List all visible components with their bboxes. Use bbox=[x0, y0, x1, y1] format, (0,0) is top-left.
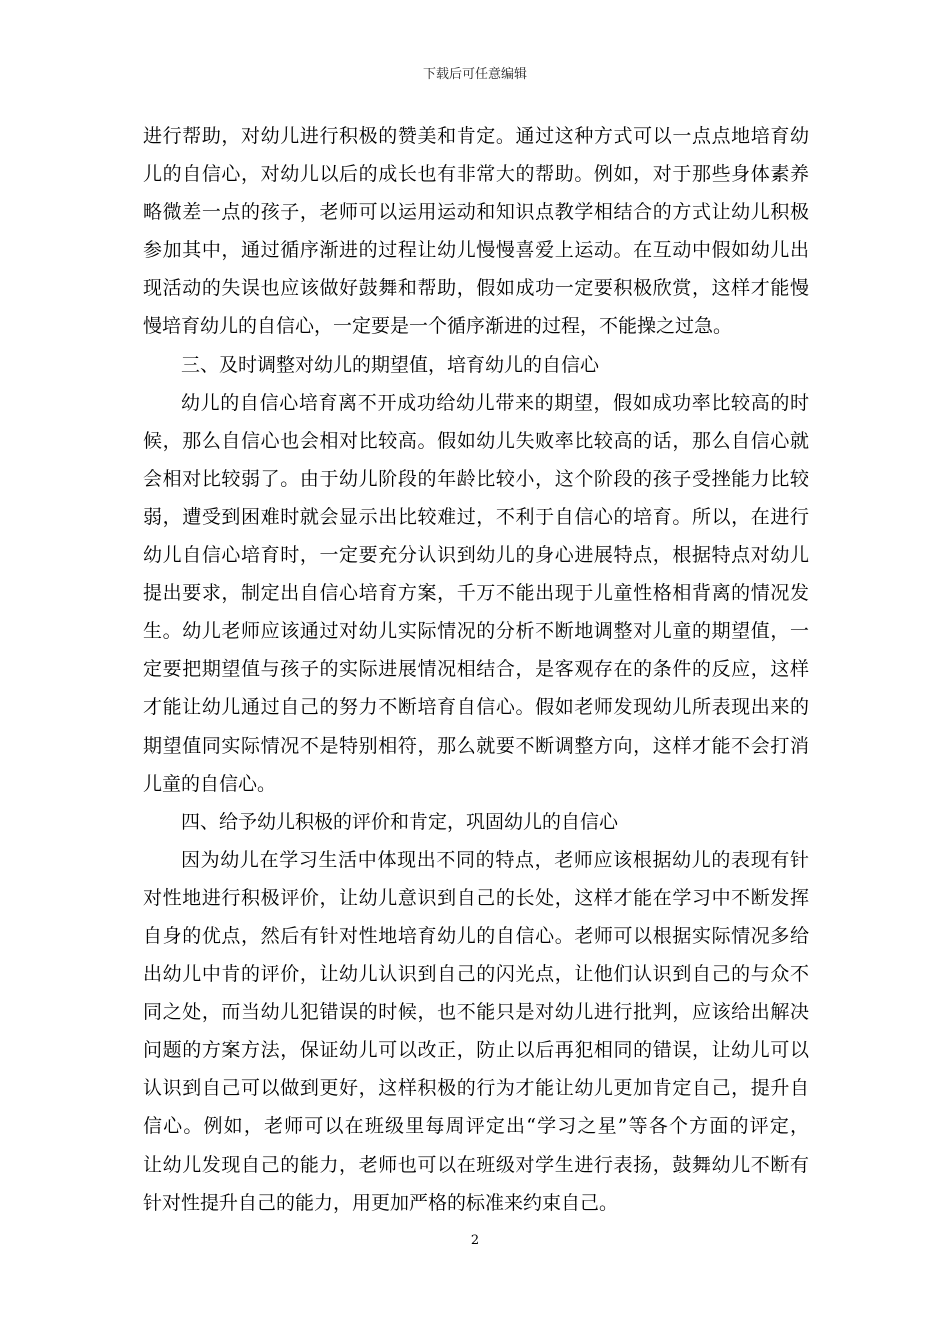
text-line: 出幼儿中肯的评价，让幼儿认识到自己的闪光点，让他们认识到自己的与众不 bbox=[143, 963, 809, 986]
text-line: 期望值同实际情况不是特别相符，那么就要不断调整方向，这样才能不会打消 bbox=[143, 734, 809, 757]
text-line: 对性地进行积极评价，让幼儿意识到自己的长处，这样才能在学习中不断发挥 bbox=[143, 886, 809, 909]
text-line: 因为幼儿在学习生活中体现出不同的特点，老师应该根据幼儿的表现有针 bbox=[181, 848, 809, 871]
text-line: 幼儿自信心培育时，一定要充分认识到幼儿的身心进展特点，根据特点对幼儿 bbox=[143, 544, 809, 567]
text-line: 针对性提升自己的能力，用更加严格的标准来约束自己。 bbox=[143, 1191, 619, 1214]
text-line: 才能让幼儿通过自己的努力不断培育自信心。假如老师发现幼儿所表现出来的 bbox=[143, 696, 809, 719]
text-line: 弱，遭受到困难时就会显示出比较难过，不利于自信心的培育。所以，在进行 bbox=[143, 505, 809, 528]
text-line: 同之处，而当幼儿犯错误的时候，也不能只是对幼儿进行批判，应该给出解决 bbox=[143, 1001, 809, 1024]
text-line: 信心。例如，老师可以在班级里每周评定出“学习之星”等各个方面的评定， bbox=[143, 1115, 809, 1138]
text-line: 儿童的自信心。 bbox=[143, 772, 277, 795]
text-line: 现活动的失误也应该做好鼓舞和帮助，假如成功一定要积极欣赏，这样才能慢 bbox=[143, 277, 809, 300]
text-line: 认识到自己可以做到更好，这样积极的行为才能让幼儿更加肯定自己，提升自 bbox=[143, 1077, 809, 1100]
text-line: 定要把期望值与孩子的实际进展情况相结合，是客观存在的条件的反应，这样 bbox=[143, 658, 809, 681]
text-line: 会相对比较弱了。由于幼儿阶段的年龄比较小，这个阶段的孩子受挫能力比较 bbox=[143, 467, 809, 490]
page-header: 下载后可任意编辑 bbox=[422, 67, 527, 82]
text-line: 进行帮助，对幼儿进行积极的赞美和肯定。通过这种方式可以一点点地培育幼 bbox=[143, 125, 809, 147]
text-line: 让幼儿发现自己的能力，老师也可以在班级对学生进行表扬，鼓舞幼儿不断有 bbox=[143, 1153, 809, 1176]
text-line: 提出要求，制定出自信心培育方案，千万不能出现于儿童性格相背离的情况发 bbox=[143, 582, 809, 605]
text-line: 幼儿的自信心培育离不开成功给幼儿带来的期望，假如成功率比较高的时 bbox=[181, 391, 809, 414]
text-line: 儿的自信心，对幼儿以后的成长也有非常大的帮助。例如，对于那些身体素养 bbox=[143, 163, 809, 186]
text-line: 略微差一点的孩子，老师可以运用运动和知识点教学相结合的方式让幼儿积极 bbox=[143, 201, 809, 224]
text-line: 慢培育幼儿的自信心，一定要是一个循序渐进的过程，不能操之过急。 bbox=[143, 315, 733, 338]
text-line: 生。幼儿老师应该通过对幼儿实际情况的分析不断地调整对儿童的期望值，一 bbox=[143, 620, 809, 643]
text-line: 自身的优点，然后有针对性地培育幼儿的自信心。老师可以根据实际情况多给 bbox=[143, 924, 809, 947]
section-heading-3: 三、及时调整对幼儿的期望值，培育幼儿的自信心 bbox=[181, 353, 600, 376]
text-line: 候，那么自信心也会相对比较高。假如幼儿失败率比较高的话，那么自信心就 bbox=[143, 429, 809, 452]
page-number: 2 bbox=[470, 1233, 480, 1248]
document-body bbox=[143, 117, 809, 1222]
section-heading-4: 四、给予幼儿积极的评价和肯定，巩固幼儿的自信心 bbox=[181, 810, 619, 833]
text-line: 问题的方案方法，保证幼儿可以改正，防止以后再犯相同的错误，让幼儿可以 bbox=[143, 1039, 809, 1062]
text-line: 参加其中，通过循序渐进的过程让幼儿慢慢喜爱上运动。在互动中假如幼儿出 bbox=[143, 239, 809, 262]
